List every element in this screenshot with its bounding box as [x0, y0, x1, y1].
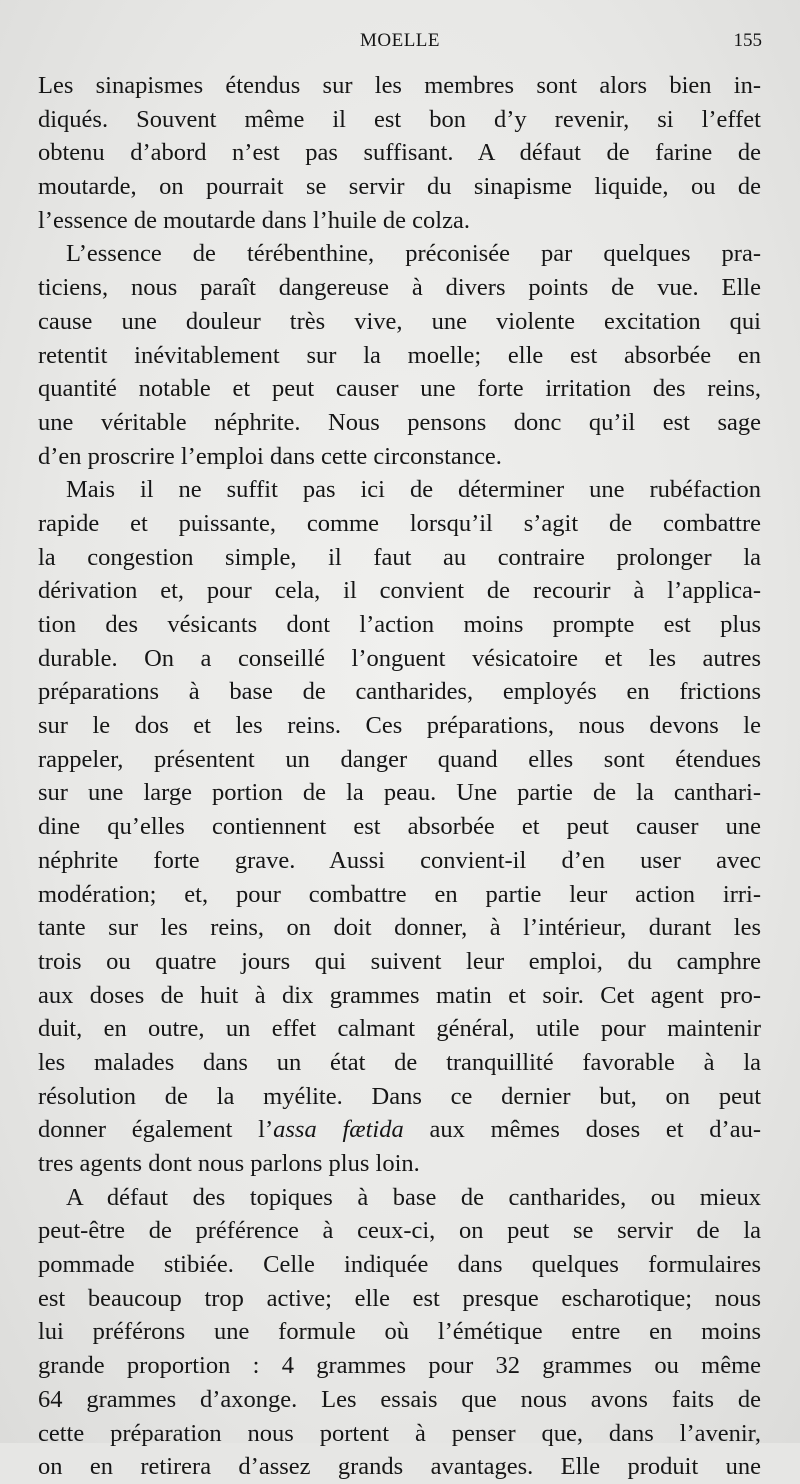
- text-line: peut-être de préférence à ceux-ci, on peut se servir de la: [38, 1217, 761, 1245]
- body-text: [38, 69, 761, 1484]
- running-head: MOELLE: [359, 30, 441, 51]
- text-line: ticiens, nous paraît dangereuse à divers points de vue. Elle: [38, 274, 761, 302]
- text-line: dérivation et, pour cela, il convient de recourir à l’applica-: [38, 577, 761, 605]
- text-line: tante sur les reins, on doit donner, à l’intérieur, durant les: [38, 914, 761, 942]
- paragraph-first-line: A défaut des topiques à base de cantharides, ou mieux: [66, 1183, 761, 1211]
- text-line: obtenu d’abord n’est pas suffisant. A défaut de farine de: [38, 139, 761, 167]
- text-line: résolution de la myélite. Dans ce dernier but, on peut: [38, 1082, 761, 1110]
- text-line: néphrite forte grave. Aussi convient-il d’en user avec: [38, 846, 761, 874]
- text-run: aux mêmes doses et d’au-: [403, 1116, 761, 1144]
- text-line: 64 grammes d’axonge. Les essais que nous avons faits de: [38, 1385, 761, 1413]
- text-line: grande proportion : 4 grammes pour 32 grammes ou même: [38, 1352, 761, 1380]
- page-header: [0, 30, 800, 60]
- page-number: 155: [733, 30, 762, 51]
- text-line: on en retirera d’assez grands avantages. Elle produit une: [38, 1453, 761, 1481]
- text-line: tres agents dont nous parlons plus loin.: [38, 1150, 420, 1177]
- text-line: préparations à base de cantharides, employés en frictions: [38, 678, 761, 706]
- text-line: retentit inévitablement sur la moelle; elle est absorbée en: [38, 341, 761, 369]
- text-line: sur le dos et les reins. Ces préparations, nous devons le: [38, 712, 761, 740]
- text-line-with-italic: [38, 1113, 761, 1147]
- text-line: sur une large portion de la peau. Une partie de la canthari-: [38, 779, 761, 807]
- italic-term: assa fætida: [273, 1116, 404, 1144]
- text-line: durable. On a conseillé l’onguent vésicatoire et les autres: [38, 644, 761, 672]
- text-line: moutarde, on pourrait se servir du sinapisme liquide, ou de: [38, 173, 761, 201]
- text-line: dine qu’elles contiennent est absorbée et peut causer une: [38, 813, 761, 841]
- text-line: l’essence de moutarde dans l’huile de colza.: [38, 206, 470, 234]
- text-line: les malades dans un état de tranquillité favorable à la: [38, 1048, 761, 1076]
- text-line: est beaucoup trop active; elle est presque escharotique; nous: [38, 1284, 761, 1312]
- paragraph-first-line: L’essence de térébenthine, préconisée par quelques pra-: [66, 240, 761, 268]
- text-line: duit, en outre, un effet calmant général, utile pour maintenir: [38, 1015, 761, 1043]
- text-line: rappeler, présentent un danger quand elles sont étendues: [38, 745, 761, 773]
- text-run: donner également l’: [38, 1116, 274, 1144]
- text-line: aux doses de huit à dix grammes matin et soir. Cet agent pro-: [38, 981, 761, 1009]
- text-line: cause une douleur très vive, une violente excitation qui: [38, 307, 761, 335]
- text-line: quantité notable et peut causer une forte irritation des reins,: [38, 375, 761, 403]
- text-line: tion des vésicants dont l’action moins prompte est plus: [38, 611, 761, 638]
- text-line: pommade stibiée. Celle indiquée dans quelques formulaires: [38, 1251, 761, 1279]
- paragraph-first-line: Mais il ne suffit pas ici de déterminer une rubéfaction: [66, 476, 761, 504]
- text-line: Les sinapismes étendus sur les membres sont alors bien in-: [38, 72, 761, 99]
- text-line: d’en proscrire l’emploi dans cette circonstance.: [38, 442, 502, 470]
- text-line: une véritable néphrite. Nous pensons donc qu’il est sage: [38, 408, 761, 436]
- text-line: rapide et puissante, comme lorsqu’il s’agit de combattre: [38, 509, 761, 537]
- text-line: cette préparation nous portent à penser que, dans l’avenir,: [38, 1419, 761, 1447]
- text-line: lui préférons une formule où l’émétique entre en moins: [38, 1318, 761, 1346]
- text-line: diqués. Souvent même il est bon d’y revenir, si l’effet: [38, 105, 761, 133]
- text-line: modération; et, pour combattre en partie leur action irri-: [38, 880, 761, 908]
- text-line: la congestion simple, il faut au contraire prolonger la: [38, 543, 761, 571]
- text-line: trois ou quatre jours qui suivent leur emploi, du camphre: [38, 947, 761, 975]
